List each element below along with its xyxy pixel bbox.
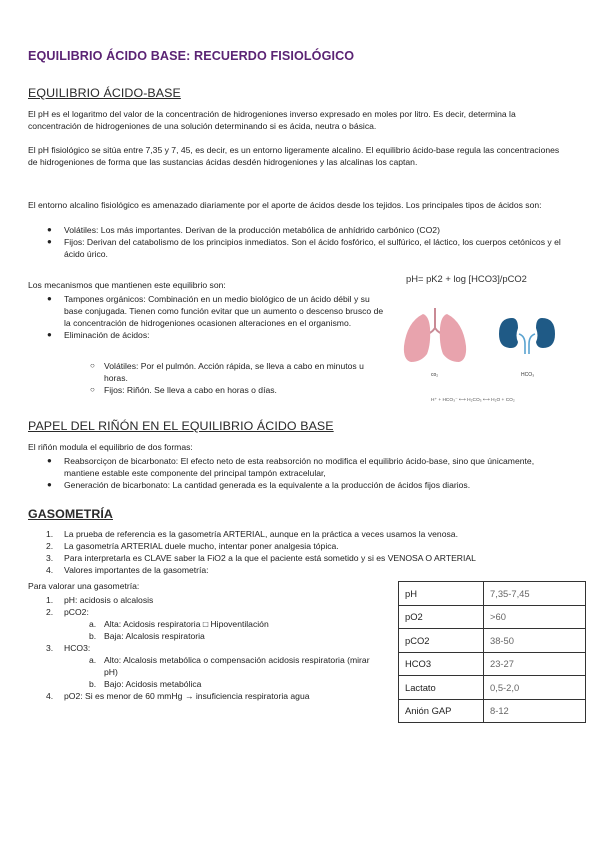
bullet-icon: ● <box>47 225 52 234</box>
list-item: 1. pH: acidosis o alcalosis <box>46 595 154 605</box>
circle-bullet-icon: ○ <box>90 361 95 370</box>
list-item: ○ Fijos: Riñón. Se lleva a cabo en horas o días. <box>90 385 277 395</box>
section-heading-rinon: PAPEL DEL RIÑÓN EN EL EQUILIBRIO ÁCIDO BASE <box>28 419 334 433</box>
table-row: pH 7,35-7,45 <box>399 582 586 606</box>
list-item: 1. La prueba de referencia es la gasometría ARTERIAL, aunque en la práctica a veces usamos la venosa. <box>46 529 458 539</box>
list-item: ● Eliminación de ácidos: <box>47 330 150 340</box>
paragraph-rinon-intro: El riñón modula el equilibrio de dos formas: <box>28 442 193 452</box>
organs-illustration <box>395 288 570 413</box>
valorar-list <box>46 594 384 702</box>
bullet-icon: ● <box>47 330 52 339</box>
list-item: b. Baja: Alcalosis respiratoria <box>89 631 205 641</box>
list-item: 4. Valores importantes de la gasometría: <box>46 565 209 575</box>
rinon-list <box>47 455 564 491</box>
lung-co2-label: co₂ <box>431 372 439 378</box>
bullet-icon: ● <box>47 294 52 303</box>
table-row: pO2 >60 <box>399 605 586 629</box>
list-item: ● Generación de bicarbonato: La cantidad generada es la equivalente a la producción de ácidos fijos diarios. <box>47 480 471 490</box>
list-item: ● Volátiles: Los más importantes. Derivan de la producción metabólica de anhídrido carbónico (CO2) <box>47 225 440 235</box>
bullet-icon: ● <box>47 456 52 465</box>
table-row: Lactato 0,5-2,0 <box>399 676 586 700</box>
table-row: pCO2 38-50 <box>399 629 586 653</box>
paragraph-valorar-intro: Para valorar una gasometría: <box>28 581 140 591</box>
henderson-formula: pH= pK2 + log [HCO3]/pCO2 <box>406 273 527 284</box>
gasometry-values-table <box>398 581 586 723</box>
kidney-hco3-label: HCO₃ <box>521 372 535 378</box>
elimination-list <box>90 360 369 396</box>
paragraph-ph-physiologic: El pH fisiológico se sitúa entre 7,35 y 7, 45, es decir, es un entorno ligeramente alcalino. El equilibrio ácido-base regula las concentraciones de hidrogeniones de forma que las sustancias ácidas desdén hidrogeniones y las alcalinas los captan. <box>28 145 560 167</box>
paragraph-ph-definition: El pH es el logaritmo del valor de la concentración de hidrogeniones inverso expresado en moles por litro. Es decir, determina la concentración de hidrogeniones de una solución determinando si es ácida, neutra o básica. <box>28 109 516 131</box>
mechanisms-list <box>47 293 389 341</box>
list-item: b. Bajo: Acidosis metabólica <box>89 679 202 689</box>
lungs-icon <box>404 308 466 362</box>
list-item: ● Tampones orgánicos: Combinación en un medio biológico de un ácido débil y su base conjugada. Tienen como función evitar que un aumento o descenso brusco de la concentración de hidrogeniones ocasionen alteraciones en el organismo. <box>47 294 384 328</box>
paragraph-mechanisms-intro: Los mecanismos que mantienen este equilibrio son: <box>28 280 226 290</box>
list-item: 4. pO2: Si es menor de 60 mmHg → insuficiencia respiratoria agua <box>46 691 310 701</box>
list-item: ○ Volátiles: Por el pulmón. Acción rápida, se lleva a cabo en minutos u horas. <box>90 361 364 383</box>
gasometria-numbered-list <box>46 528 574 576</box>
bullet-icon: ● <box>47 237 52 246</box>
table-row: Anión GAP 8-12 <box>399 699 586 723</box>
list-item: 2. La gasometría ARTERIAL duele mucho, intentar poner analgesia tópica. <box>46 541 339 551</box>
circle-bullet-icon: ○ <box>90 385 95 394</box>
acid-base-figure <box>395 270 570 415</box>
table-row: HCO3 23-27 <box>399 652 586 676</box>
list-item: a. Alta: Acidosis respiratoria □ Hipoventilación <box>89 619 269 629</box>
bullet-icon: ● <box>47 480 52 489</box>
list-item: ● Fijos: Derivan del catabolismo de los principios inmediatos. Son el ácido fosfórico, el sulfúrico, el láctico, los cuerpos cetónicos y el ácido úrico. <box>47 237 561 259</box>
list-item: 3. HCO3: <box>46 643 91 653</box>
list-item: 3. Para interpretarla es CLAVE saber la FiO2 a la que el paciente está sometido y si es VENOSA O ARTERIAL <box>46 553 476 563</box>
list-item: a. Alto: Alcalosis metabólica o compensación acidosis respiratoria (mirar pH) <box>89 655 370 677</box>
acid-types-list <box>47 224 564 260</box>
list-item: 2. pCO2: <box>46 607 89 617</box>
kidneys-icon <box>499 318 555 354</box>
buffer-equation: H⁺ + HCO₃⁻ ⟷ H₂CO₃ ⟷ H₂O + CO₂ <box>431 398 515 403</box>
page-title: EQUILIBRIO ÁCIDO BASE: RECUERDO FISIOLÓGICO <box>28 49 355 63</box>
list-item: ● Reabsorciçon de bicarbonato: El efecto neto de esta reabsorción no modifica el equilibrio ácido-base, sino que únicamente, mantiene estable este componente del principal tampón extracelular, <box>47 456 535 478</box>
section-heading-equilibrio: EQUILIBRIO ÁCIDO-BASE <box>28 86 181 100</box>
section-heading-gasometria: GASOMETRÍA <box>28 507 113 521</box>
paragraph-acid-intro: El entorno alcalino fisiológico es amenazado diariamente por el aporte de ácidos desde los tejidos. Los principales tipos de ácidos son: <box>28 200 542 210</box>
